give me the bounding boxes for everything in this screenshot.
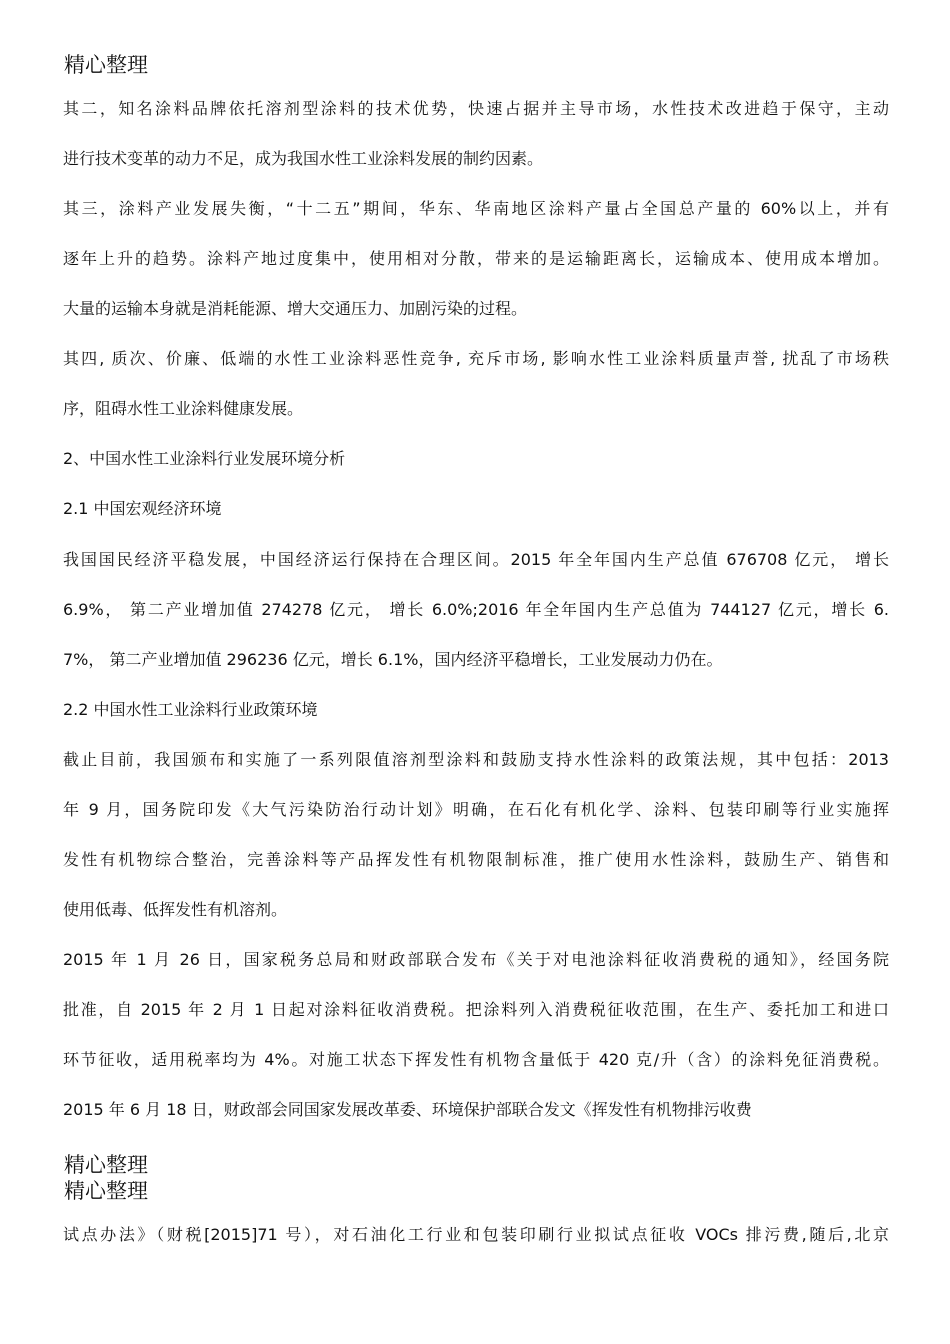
section-heading: 2、中国水性工业涂料行业发展环境分析 [63, 449, 346, 468]
paragraph-line: 批准，自 2015 年 2 月 1 日起对涂料征收消费税。把涂料列入消费税征收范围，在生产、委托加工和进口 [63, 1000, 889, 1019]
paragraph-line: 使用低毒、低挥发性有机溶剂。 [63, 900, 288, 919]
subsection-heading: 2.2 中国水性工业涂料行业政策环境 [63, 700, 318, 719]
paragraph-line: 年 9 月，国务院印发《大气污染防治行动计划》明确，在石化有机化学、涂料、包装印刷等行业实施挥 [63, 800, 889, 819]
page-header: 精心整理 [64, 1179, 148, 1203]
subsection-heading: 2.1 中国宏观经济环境 [63, 499, 222, 518]
paragraph-line: 我国国民经济平稳发展，中国经济运行保持在合理区间。2015 年全年国内生产总值 676708 亿元， 增长 [63, 550, 889, 569]
paragraph-line: 其三，涂料产业发展失衡，“十二五”期间，华东、华南地区涂料产量占全国总产量的 60%以上，并有 [63, 199, 889, 218]
paragraph-line: 2015 年 6 月 18 日，财政部会同国家发展改革委、环境保护部联合发文《挥发性有机物排污收费 [63, 1100, 752, 1119]
paragraph-line: 逐年上升的趋势。涂料产地过度集中，使用相对分散，带来的是运输距离长，运输成本、使用成本增加。 [63, 249, 889, 268]
paragraph-line: 其四, 质次、价廉、低端的水性工业涂料恶性竞争, 充斥市场, 影响水性工业涂料质量声誉, 扰乱了市场秩 [63, 349, 889, 368]
paragraph-line: 序，阻碍水性工业涂料健康发展。 [63, 399, 304, 418]
page-footer: 精心整理 [64, 1153, 148, 1177]
paragraph-line: 7%， 第二产业增加值 296236 亿元，增长 6.1%，国内经济平稳增长，工业发展动力仍在。 [63, 650, 723, 669]
paragraph-line: 其二，知名涂料品牌依托溶剂型涂料的技术优势，快速占据并主导市场，水性技术改进趋于保守，主动 [63, 99, 889, 118]
paragraph-line: 大量的运输本身就是消耗能源、增大交通压力、加剧污染的过程。 [63, 299, 528, 318]
paragraph-line: 截止目前，我国颁布和实施了一系列限值溶剂型涂料和鼓励支持水性涂料的政策法规，其中包括：2013 [63, 750, 889, 769]
paragraph-line: 发性有机物综合整治，完善涂料等产品挥发性有机物限制标准，推广使用水性涂料，鼓励生产、销售和 [63, 850, 889, 869]
paragraph-line: 试点办法》（财税[2015]71 号），对石油化工行业和包装印刷行业拟试点征收 VOCs 排污费,随后,北京 [63, 1225, 889, 1244]
paragraph-line: 6.9%， 第二产业增加值 274278 亿元， 增长 6.0%;2016 年全年国内生产总值为 744127 亿元，增长 6. [63, 600, 889, 619]
paragraph-line: 环节征收，适用税率均为 4%。对施工状态下挥发性有机物含量低于 420 克/升（含）的涂料免征消费税。 [63, 1050, 889, 1069]
page-header: 精心整理 [64, 53, 148, 77]
paragraph-line: 2015 年 1 月 26 日，国家税务总局和财政部联合发布《关于对电池涂料征收消费税的通知》，经国务院 [63, 950, 889, 969]
paragraph-line: 进行技术变革的动力不足，成为我国水性工业涂料发展的制约因素。 [63, 149, 544, 168]
